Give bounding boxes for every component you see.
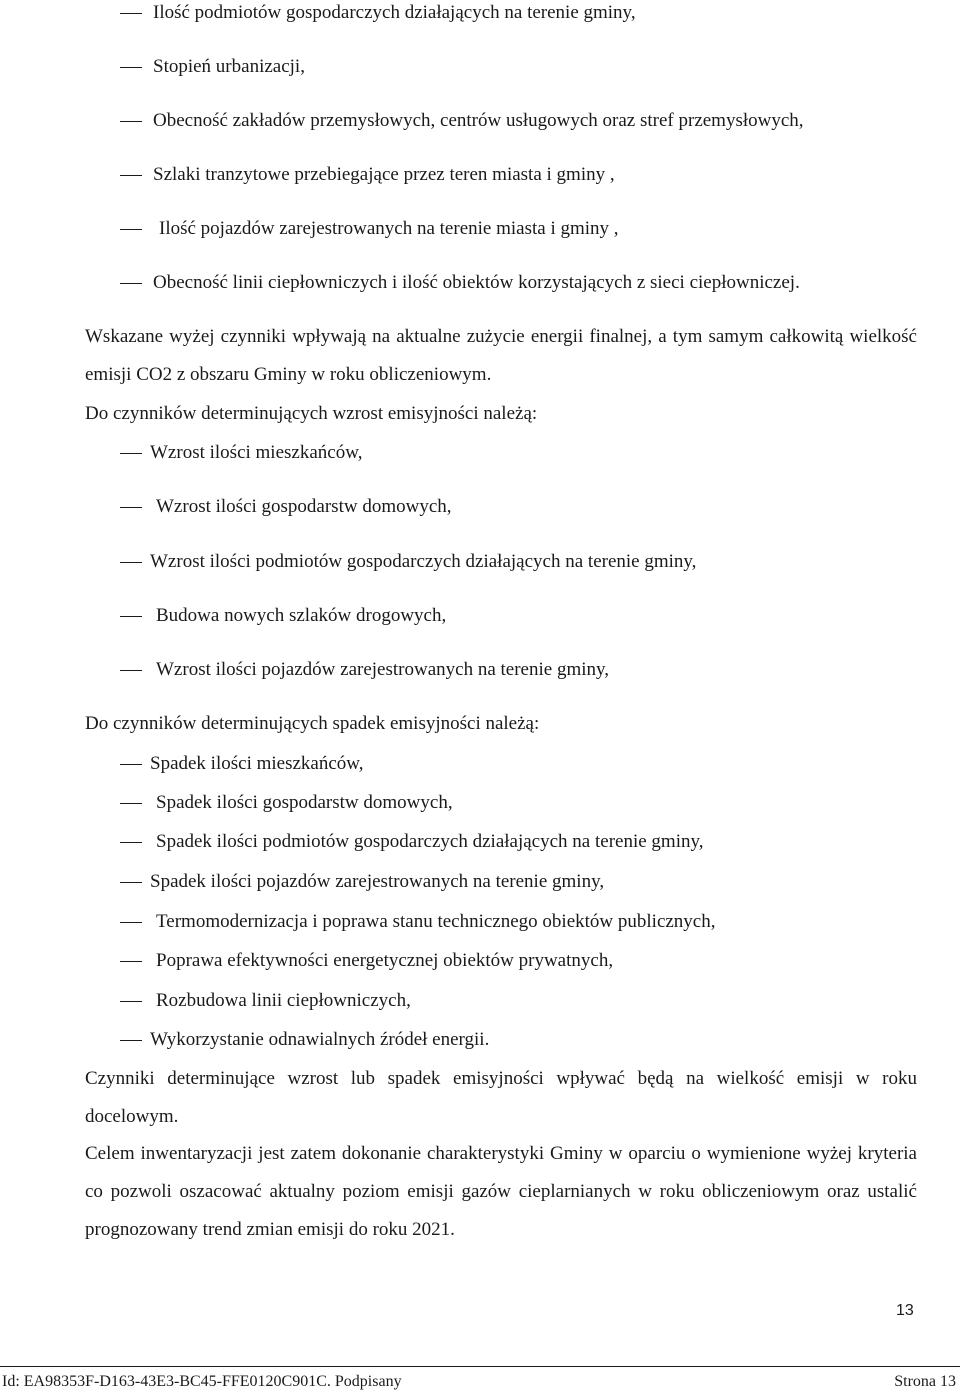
decrease-heading: Do czynników determinujących spadek emisyjności należą: <box>85 713 540 734</box>
list-item-text: Budowa nowych szlaków drogowych, <box>156 605 447 626</box>
list-item-text: Termomodernizacja i poprawa stanu technicznego obiektów publicznych, <box>156 911 716 932</box>
paragraph-target-year: Czynniki determinujące wzrost lub spadek emisyjności wpływać będą na wielkość emisji w roku docelowym. <box>85 1068 917 1127</box>
dash-bullet <box>120 13 142 14</box>
dash-bullet <box>120 67 142 68</box>
paragraph-inventory-goal: Celem inwentaryzacji jest zatem dokonanie charakterystyki Gminy w oparciu o wymienione wyżej kryteria co pozwoli oszacować aktualny poziom emisji gazów cieplarnianych w roku obliczeniowym oraz ustalić prognozowany trend zmian emisji do roku 2021. <box>85 1143 917 1240</box>
list-item-text: Poprawa efektywności energetycznej obiektów prywatnych, <box>156 950 614 971</box>
signature-footer <box>0 1366 960 1392</box>
dash-bullet <box>120 670 142 671</box>
dash-bullet <box>120 882 142 883</box>
dash-bullet <box>120 453 142 454</box>
dash-bullet <box>120 121 142 122</box>
list-item-text: Wykorzystanie odnawialnych źródeł energii. <box>150 1029 490 1050</box>
footer-page-label: Strona 13 <box>894 1373 956 1390</box>
list-item-text: Obecność linii ciepłowniczych i ilość obiektów korzystających z sieci ciepłowniczej. <box>153 272 800 293</box>
dash-bullet <box>120 1001 142 1002</box>
dash-bullet <box>120 922 142 923</box>
dash-bullet <box>120 842 142 843</box>
list-item-text: Szlaki tranzytowe przebiegające przez teren miasta i gminy , <box>153 164 615 185</box>
dash-bullet <box>120 507 142 508</box>
list-item-text: Wzrost ilości pojazdów zarejestrowanych na terenie gminy, <box>156 659 610 680</box>
increase-heading: Do czynników determinujących wzrost emisyjności należą: <box>85 403 538 424</box>
list-item-text: Ilość podmiotów gospodarczych działających na terenie gminy, <box>153 2 636 23</box>
dash-bullet <box>120 1040 142 1041</box>
paragraph-summary: Wskazane wyżej czynniki wpływają na aktualne zużycie energii finalnej, a tym samym całkowitą wielkość emisji CO2 z obszaru Gminy w roku obliczeniowym. <box>85 326 917 385</box>
list-item-text: Wzrost ilości podmiotów gospodarczych działających na terenie gminy, <box>150 551 697 572</box>
dash-bullet <box>120 283 142 284</box>
list-item-text: Obecność zakładów przemysłowych, centrów usługowych oraz stref przemysłowych, <box>153 110 804 131</box>
list-item-text: Wzrost ilości mieszkańców, <box>150 442 363 463</box>
dash-bullet <box>120 616 142 617</box>
list-item-text: Rozbudowa linii ciepłowniczych, <box>156 990 411 1011</box>
dash-bullet <box>120 229 142 230</box>
list-item-text: Wzrost ilości gospodarstw domowych, <box>156 496 452 517</box>
dash-bullet <box>120 175 142 176</box>
list-item-text: Spadek ilości podmiotów gospodarczych działających na terenie gminy, <box>156 831 704 852</box>
list-item-text: Spadek ilości gospodarstw domowych, <box>156 792 453 813</box>
dash-bullet <box>120 961 142 962</box>
document-id: Id: EA98353F-D163-43E3-BC45-FFE0120C901C. Podpisany <box>2 1373 402 1390</box>
list-item-text: Ilość pojazdów zarejestrowanych na terenie miasta i gminy , <box>159 218 619 239</box>
list-item-text: Spadek ilości pojazdów zarejestrowanych na terenie gminy, <box>150 871 605 892</box>
dash-bullet <box>120 803 142 804</box>
dash-bullet <box>120 562 142 563</box>
list-item-text: Spadek ilości mieszkańców, <box>150 753 364 774</box>
dash-bullet <box>120 764 142 765</box>
list-item-text: Stopień urbanizacji, <box>153 56 305 77</box>
page-number: 13 <box>896 1302 914 1319</box>
